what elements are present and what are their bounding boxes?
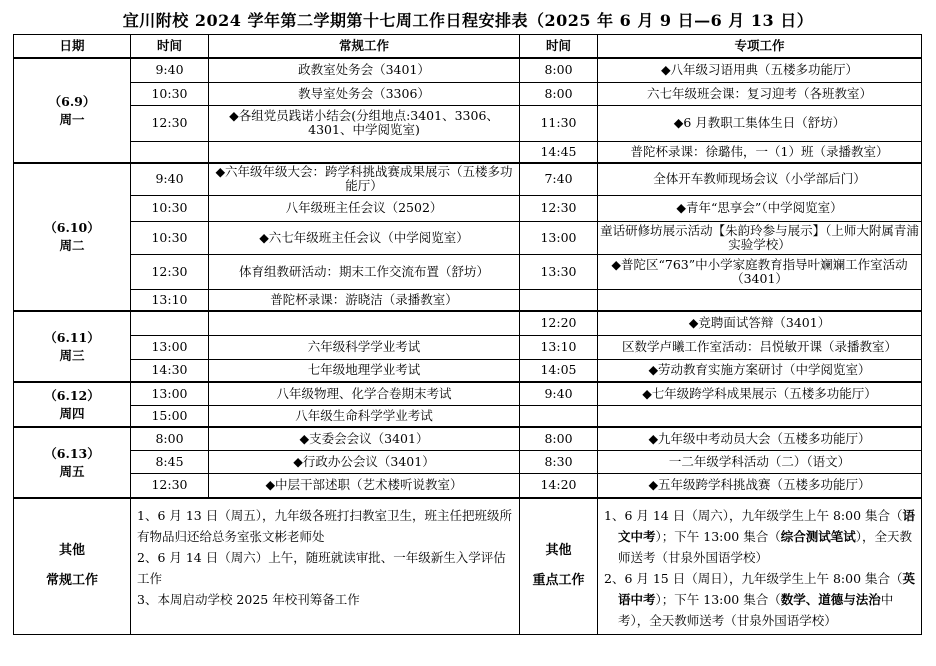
table-row: [14, 382, 922, 405]
day-weekday: 周一: [59, 111, 85, 127]
table-row: [14, 195, 922, 221]
footer-right-text-part: 2、6 月 15 日（周日），九年级学生上午 8:00 集合（: [604, 571, 903, 586]
time-cell: 12:30: [131, 473, 209, 498]
special-cell: ◆五年级跨学科挑战赛（五楼多功能厅）: [598, 473, 922, 498]
footer-left-text: [131, 498, 520, 634]
table-row: [14, 427, 922, 450]
time-cell: [131, 141, 209, 163]
special-cell: 区数学卢曦工作室活动：吕悦敏开课（录播教室）: [598, 335, 922, 359]
special-cell: ◆6 月教职工集体生日（舒坊）: [598, 105, 922, 141]
routine-cell: ◆支委会会议（3401）: [209, 427, 520, 450]
routine-cell: ◆行政办公会议（3401）: [209, 450, 520, 473]
time2-cell: 8:00: [520, 58, 598, 82]
special-cell: 一二年级学科活动（二）（语文）: [598, 450, 922, 473]
routine-cell: ◆各组党员践诺小结会(分组地点:3401、3306、4301、中学阅览室): [209, 105, 520, 141]
footer-right-text-part: ）；下午 13:00 集合（: [655, 592, 781, 607]
routine-cell: 政教室处务会（3401）: [209, 58, 520, 82]
time2-cell: 14:05: [520, 359, 598, 382]
day-weekday: 周三: [59, 347, 85, 363]
footer-left-item: 2、6 月 14 日（周六）上午，随班就读审批、一年级新生入学评估工作: [137, 550, 506, 586]
special-cell: 普陀杯录课：徐璐伟，一（1）班（录播教室）: [598, 141, 922, 163]
routine-cell: 八年级生命科学学业考试: [209, 405, 520, 427]
footer-right-emphasis: 语文中考: [618, 508, 916, 544]
footer-right-text-part: 1、6 月 14 日（周六），九年级学生上午 8:00 集合（: [604, 508, 903, 523]
routine-cell: ◆中层干部述职（艺术楼听说教室）: [209, 473, 520, 498]
routine-cell: ◆六年级年级大会：跨学科挑战赛成果展示（五楼多功能厅）: [209, 163, 520, 195]
routine-cell: [209, 141, 520, 163]
table-row: [14, 405, 922, 427]
page-title: 宜川附校 2024 学年第二学期第十七周工作日程安排表（2025 年 6 月 9 日—6 月 13 日）: [122, 11, 814, 30]
special-cell: ◆劳动教育实施方案研讨（中学阅览室）: [598, 359, 922, 382]
table-row: [14, 289, 922, 311]
routine-cell: 七年级地理学业考试: [209, 359, 520, 382]
time2-cell: 9:40: [520, 382, 598, 405]
table-row: [14, 141, 922, 163]
time-cell: 14:30: [131, 359, 209, 382]
footer-row: [14, 498, 922, 634]
footer-left-label-line1: 其他: [58, 543, 85, 559]
special-cell: ◆八年级习语用典（五楼多功能厅）: [598, 58, 922, 82]
footer-right-text-part: ）；下午 13:00 集合（: [655, 529, 781, 544]
footer-left-item: 3、本周启动学校 2025 年校刊筹备工作: [137, 592, 360, 607]
time2-cell: [520, 405, 598, 427]
routine-cell: 体育组教研活动：期末工作交流布置（舒坊）: [209, 254, 520, 289]
footer-left-label: [14, 498, 131, 634]
table-row: [14, 254, 922, 289]
time2-cell: 13:10: [520, 335, 598, 359]
footer-right-text-part: 中考），全天教师送考（甘泉外国语学校）: [618, 592, 894, 628]
time-cell: 9:40: [131, 58, 209, 82]
time-cell: 13:00: [131, 382, 209, 405]
footer-right-emphasis: 数学、道德与法治: [780, 592, 881, 607]
day-cell-wed: [14, 311, 131, 382]
routine-cell: 六年级科学学业考试: [209, 335, 520, 359]
table-row: [14, 58, 922, 82]
time-cell: 8:45: [131, 450, 209, 473]
time2-cell: [520, 289, 598, 311]
table-row: [14, 335, 922, 359]
time2-cell: 13:30: [520, 254, 598, 289]
header-time-special: 时间: [520, 35, 598, 59]
time2-cell: 14:20: [520, 473, 598, 498]
day-weekday: 周四: [59, 405, 85, 421]
special-cell: ◆七年级跨学科成果展示（五楼多功能厅）: [598, 382, 922, 405]
footer-right-label: [520, 498, 598, 634]
header-special: 专项工作: [598, 35, 922, 59]
footer-left-item: 1、6 月 13 日（周五），九年级各班打扫教室卫生，班主任把班级所有物品归还给总务室张文彬老师处: [137, 508, 512, 544]
time2-cell: 8:30: [520, 450, 598, 473]
special-cell: 六七年级班会课：复习迎考（各班教室）: [598, 82, 922, 105]
time-cell: 12:30: [131, 254, 209, 289]
time-cell: [131, 311, 209, 335]
routine-cell: 普陀杯录课：游晓洁（录播教室）: [209, 289, 520, 311]
table-row: [14, 311, 922, 335]
time-cell: 10:30: [131, 82, 209, 105]
table-row: [14, 163, 922, 195]
time2-cell: 7:40: [520, 163, 598, 195]
footer-right-emphasis: 综合测试笔试: [780, 529, 856, 544]
header-row: [14, 35, 922, 59]
header-time: 时间: [131, 35, 209, 59]
time2-cell: 11:30: [520, 105, 598, 141]
routine-cell: 教导室处务会（3306）: [209, 82, 520, 105]
time2-cell: 13:00: [520, 221, 598, 254]
routine-cell: 八年级班主任会议（2502）: [209, 195, 520, 221]
time-cell: 12:30: [131, 105, 209, 141]
routine-cell: 八年级物理、化学合卷期末考试: [209, 382, 520, 405]
table-row: [14, 105, 922, 141]
time2-cell: 12:20: [520, 311, 598, 335]
day-cell-fri: [14, 427, 131, 498]
header-routine: 常规工作: [209, 35, 520, 59]
time-cell: 13:10: [131, 289, 209, 311]
day-date: （6.11）: [44, 329, 100, 345]
footer-right-emphasis: 英语中考: [618, 571, 916, 607]
time-cell: 15:00: [131, 405, 209, 427]
footer-right-text-part: ），全天教师送考（甘泉外国语学校）: [618, 529, 913, 565]
special-cell: ◆青年“思享会”（中学阅览室）: [598, 195, 922, 221]
time-cell: 9:40: [131, 163, 209, 195]
day-date: （6.10）: [44, 220, 100, 235]
header-date: 日期: [14, 35, 131, 59]
day-date: （6.12）: [44, 387, 100, 403]
day-cell-tue: [14, 163, 131, 311]
footer-right-label-line1: 其他: [545, 543, 572, 559]
special-cell: 全体开车教师现场会议（小学部后门）: [598, 163, 922, 195]
special-cell: ◆普陀区“763”中小学家庭教育指导叶斓斓工作室活动（3401）: [598, 254, 922, 289]
special-cell: 童话研修坊展示活动【朱韵玲参与展示】（上师大附属青浦实验学校）: [598, 221, 922, 254]
special-cell: ◆九年级中考动员大会（五楼多功能厅）: [598, 427, 922, 450]
time2-cell: 8:00: [520, 427, 598, 450]
time-cell: 13:00: [131, 335, 209, 359]
day-cell-mon: [14, 58, 131, 163]
table-row: [14, 473, 922, 498]
time-cell: 10:30: [131, 195, 209, 221]
day-weekday: 周二: [59, 238, 85, 253]
footer-right-label-line2: 重点工作: [532, 573, 585, 589]
routine-cell: ◆六七年级班主任会议（中学阅览室）: [209, 221, 520, 254]
special-cell: [598, 405, 922, 427]
time-cell: 10:30: [131, 221, 209, 254]
time-cell: 8:00: [131, 427, 209, 450]
footer-right-item: [604, 505, 917, 568]
table-row: [14, 221, 922, 254]
footer-right-item: [604, 568, 917, 631]
routine-cell: [209, 311, 520, 335]
day-date: （6.13）: [44, 445, 100, 461]
footer-left-label-line2: 常规工作: [45, 573, 98, 589]
time2-cell: 8:00: [520, 82, 598, 105]
footer-right-text: [598, 498, 922, 634]
day-weekday: 周五: [59, 463, 85, 479]
table-row: [14, 359, 922, 382]
schedule-table: [13, 34, 922, 635]
table-row: [14, 82, 922, 105]
time2-cell: 12:30: [520, 195, 598, 221]
special-cell: [598, 289, 922, 311]
day-date: （6.9）: [48, 93, 96, 109]
day-cell-thu: [14, 382, 131, 427]
special-cell: ◆竞聘面试答辩（3401）: [598, 311, 922, 335]
time2-cell: 14:45: [520, 141, 598, 163]
table-row: [14, 450, 922, 473]
